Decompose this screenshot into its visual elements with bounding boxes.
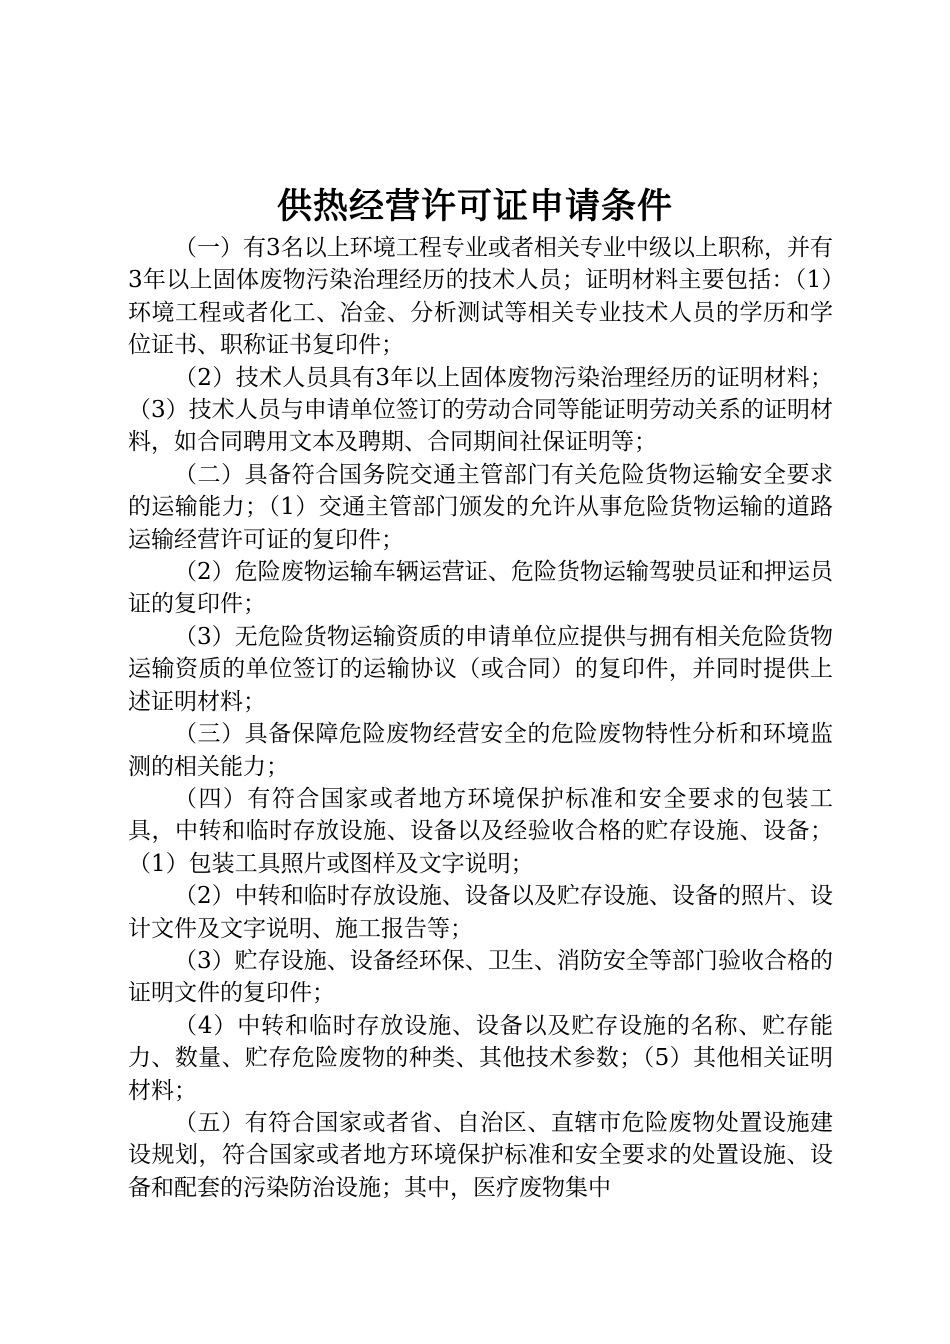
paragraph: （三）具备保障危险废物经营安全的危险废物特性分析和环境监测的相关能力； <box>128 721 833 780</box>
paragraph: （2）中转和临时存放设施、设备以及贮存设施、设备的照片、设计文件及文字说明、施工报告等； <box>128 883 833 942</box>
document-title: 供热经营许可证申请条件 <box>276 186 673 227</box>
paragraph: （3）无危险货物运输资质的申请单位应提供与拥有相关危险货物运输资质的单位签订的运输协议（或合同）的复印件，并同时提供上述证明材料； <box>128 623 833 715</box>
paragraph: （2）技术人员具有3年以上固体废物污染治理经历的证明材料；（3）技术人员与申请单位签订的劳动合同等能证明劳动关系的证明材料，如合同聘用文本及聘期、合同期间社保证明等； <box>128 364 833 456</box>
paragraph: （二）具备符合国务院交通主管部门有关危险货物运输安全要求的运输能力；（1）交通主管部门颁发的允许从事危险货物运输的道路运输经营许可证的复印件； <box>128 461 833 553</box>
paragraph: （3）贮存设施、设备经环保、卫生、消防安全等部门验收合格的证明文件的复印件； <box>128 947 833 1007</box>
paragraph: （4）中转和临时存放设施、设备以及贮存设施的名称、贮存能力、数量、贮存危险废物的种类、其他技术参数；（5）其他相关证明材料； <box>128 1012 833 1104</box>
paragraph: （四）有符合国家或者地方环境保护标准和安全要求的包装工具，中转和临时存放设施、设备以及经验收合格的贮存设施、设备；（1）包装工具照片或图样及文字说明； <box>128 785 833 877</box>
paragraph: （一）有3名以上环境工程专业或者相关专业中级以上职称，并有3年以上固体废物污染治理经历的技术人员；证明材料主要包括：（1）环境工程或者化工、冶金、分析测试等相关专业技术人员的学历和学位证书、职称证书复印件； <box>128 235 833 359</box>
document-body <box>128 232 833 1204</box>
paragraph: （五）有符合国家或者省、自治区、直辖市危险废物处置设施建设规划，符合国家或者地方环境保护标准和安全要求的处置设施、设备和配套的污染防治设施；其中，医疗废物集中 <box>128 1109 833 1201</box>
paragraph: （2）危险废物运输车辆运营证、危险货物运输驾驶员证和押运员证的复印件； <box>128 559 833 618</box>
